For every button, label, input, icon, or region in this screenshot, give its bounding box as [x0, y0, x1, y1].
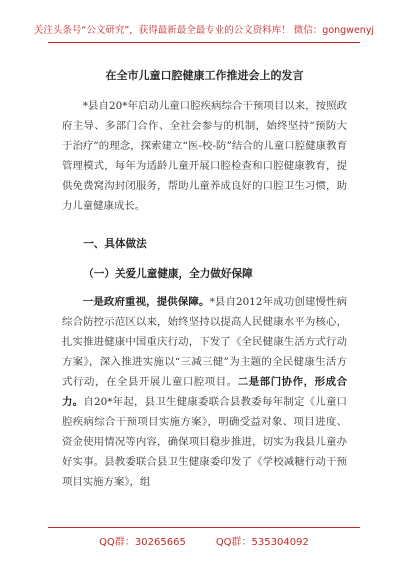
header-banner: 关注头条号“公文研究”，获得最新最全最专业的公文资料库！ 微信：gongwenyj [33, 25, 375, 36]
lead-phrase-2: 二是部门协作，形成合力。 [62, 376, 347, 408]
footer-qq-group-1: QQ群：30265665 [99, 537, 186, 548]
paragraph-text-2: 自20*年起，县卫生健康委联合县教委每年制定《儿童口腔疾病综合干预项目实施方案》，明确受益对象、项目进度、资金使用情况等内容，确保项目稳步推进，切实为我县儿童办好实事。县教委联合县卫生健康委印发了《学校减糖行动干预项目实施方案》，组 [62, 396, 347, 488]
document-title: 在全市儿童口腔健康工作推进会上的发言 [105, 69, 304, 82]
lead-phrase-1: 一是政府重视，提供保障。 [82, 296, 210, 308]
header-divider [48, 42, 360, 43]
intro-paragraph: *县自20*年启动儿童口腔疾病综合干预项目以来，按照政府主导、多部门合作、全社会参与的机制，始终坚持“预防大于治疗”的理念，探索建立“医-校-防”结合的儿童口腔健康教育管理模式，每年为适龄儿童开展口腔检查和口腔健康教育，提供免费窝沟封闭服务，帮助儿童养成良好的口腔卫生习惯，助力儿童健康成长。 [62, 100, 347, 212]
footer-qq-group-2: QQ群：535304092 [215, 537, 309, 548]
paragraph-text-1: *县自2012年成功创建慢性病综合防控示范区以来，始终坚持以提高人民健康水平为核心，扎实推进健康中国重庆行动，下发了《全民健康生活方式行动方案》，深入推进实施以“三减三健”为主题的全民健康生活方式行动，在全县开展儿童口腔项目。 [62, 296, 348, 388]
footer-divider [48, 527, 360, 528]
subsection-heading-1: （一）关爱儿童健康，全力做好保障 [83, 268, 253, 280]
document-body [62, 68, 347, 492]
body-paragraph-2 [62, 292, 347, 492]
section-heading-1: 一、具体做法 [83, 238, 147, 250]
footer [0, 533, 408, 548]
